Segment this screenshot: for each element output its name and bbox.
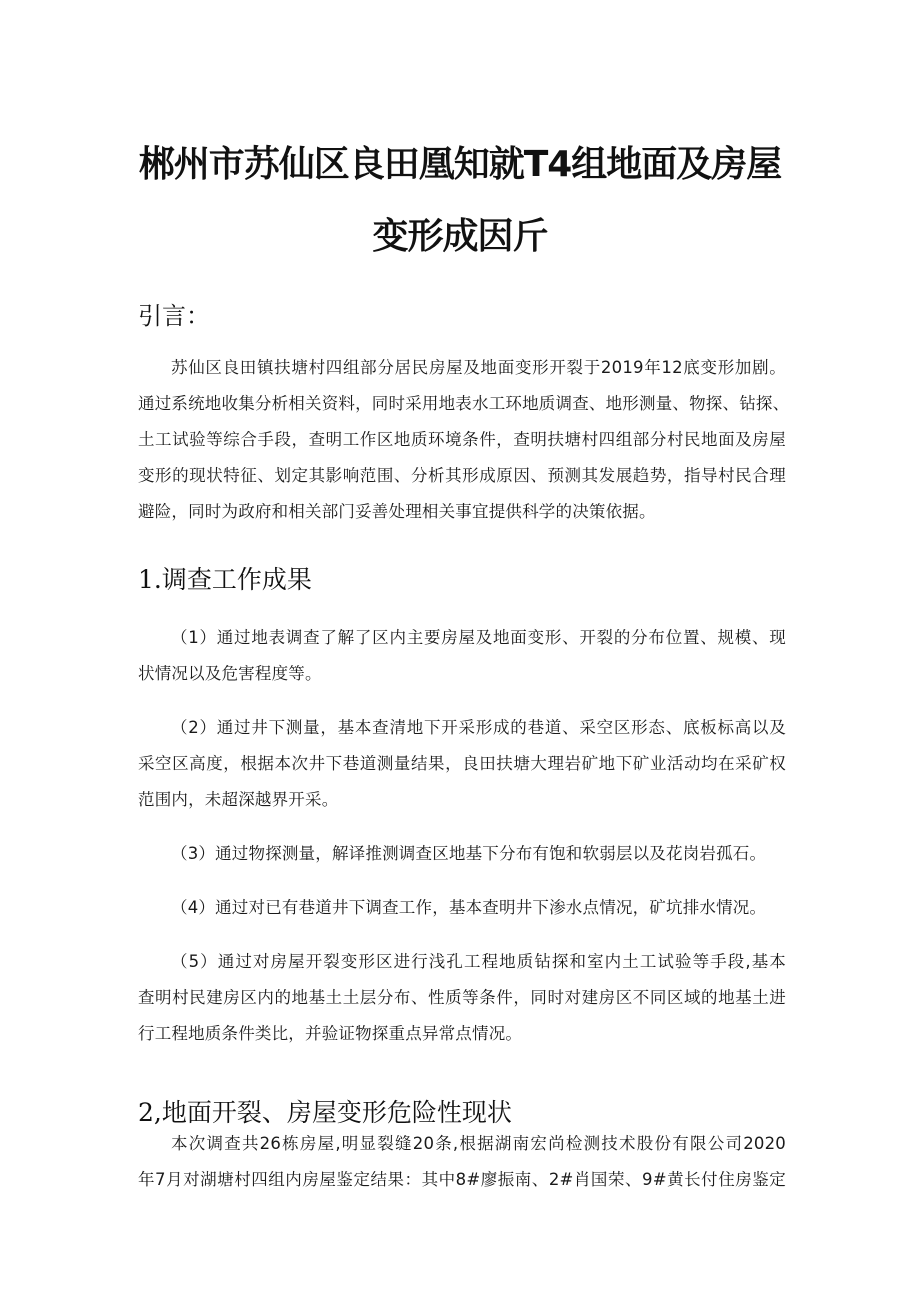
result-item-line: （1）通过地表调查了解了区内主要房屋及地面变形、开裂的分布位置、规模、现 — [171, 628, 786, 647]
intro-heading: 引言： — [138, 302, 210, 330]
result-item-line: （3）通过物探测量，解译推测调查区地基下分布有饱和软弱层以及花岗岩孤石。 — [171, 844, 767, 863]
result-item-line: 范围内，未超深越界开采。 — [138, 790, 339, 809]
section-2-line: 年7月对湖塘村四组内房屋鉴定结果：其中8#廖振南、2#肖国荣、9#黄长付住房鉴定 — [138, 1170, 786, 1189]
intro-line: 变形的现状特征、划定其影响范围、分析其形成原因、预测其发展趋势，指导村民合理 — [138, 466, 786, 485]
section-2-paragraph — [138, 1126, 786, 1198]
document-title-line-2: 变形成因斤 — [372, 216, 548, 257]
intro-paragraph — [138, 350, 790, 530]
section-1-heading: 1.调查工作成果 — [138, 565, 312, 594]
result-item-line: 查明村民建房区内的地基土土层分布、性质等条件，同时对建房区不同区域的地基土进 — [138, 988, 786, 1007]
result-item-line: 采空区高度，根据本次井下巷道测量结果，良田扶塘大理岩矿地下矿业活动均在采矿权 — [138, 754, 786, 773]
intro-line: 通过系统地收集分析相关资料，同时采用地表水工环地质调查、地形测量、物探、钻探、 — [138, 394, 790, 413]
result-item-5 — [138, 944, 786, 1052]
result-item-3 — [138, 836, 786, 872]
document-title-line-1: 郴州市苏仙区良田凰知就T4组地面及房屋 — [138, 144, 782, 185]
section-2-heading: 2,地面开裂、房屋变形危险性现状 — [138, 1098, 512, 1127]
result-item-2 — [138, 710, 786, 818]
result-item-line: （5）通过对房屋开裂变形区进行浅孔工程地质钻探和室内土工试验等手段,基本 — [171, 952, 786, 971]
intro-line: 土工试验等综合手段，查明工作区地质环境条件，查明扶塘村四组部分村民地面及房屋 — [138, 430, 786, 449]
intro-line: 苏仙区良田镇扶塘村四组部分居民房屋及地面变形开裂于2019年12底变形加剧。 — [171, 358, 786, 377]
result-item-1 — [138, 620, 786, 692]
result-item-line: （4）通过对已有巷道井下调查工作，基本查明井下渗水点情况，矿坑排水情况。 — [171, 898, 767, 917]
intro-line: 避险，同时为政府和相关部门妥善处理相关事宜提供科学的决策依据。 — [138, 502, 656, 521]
result-item-line: 行工程地质条件类比，并验证物探重点异常点情况。 — [138, 1024, 523, 1043]
result-item-4 — [138, 890, 786, 926]
section-2-line: 本次调查共26栋房屋,明显裂缝20条,根据湖南宏尚检测技术股份有限公司2020 — [171, 1134, 786, 1153]
result-item-line: （2）通过井下测量，基本查清地下开采形成的巷道、采空区形态、底板标高以及 — [171, 718, 786, 737]
result-item-line: 状情况以及危害程度等。 — [138, 664, 322, 683]
